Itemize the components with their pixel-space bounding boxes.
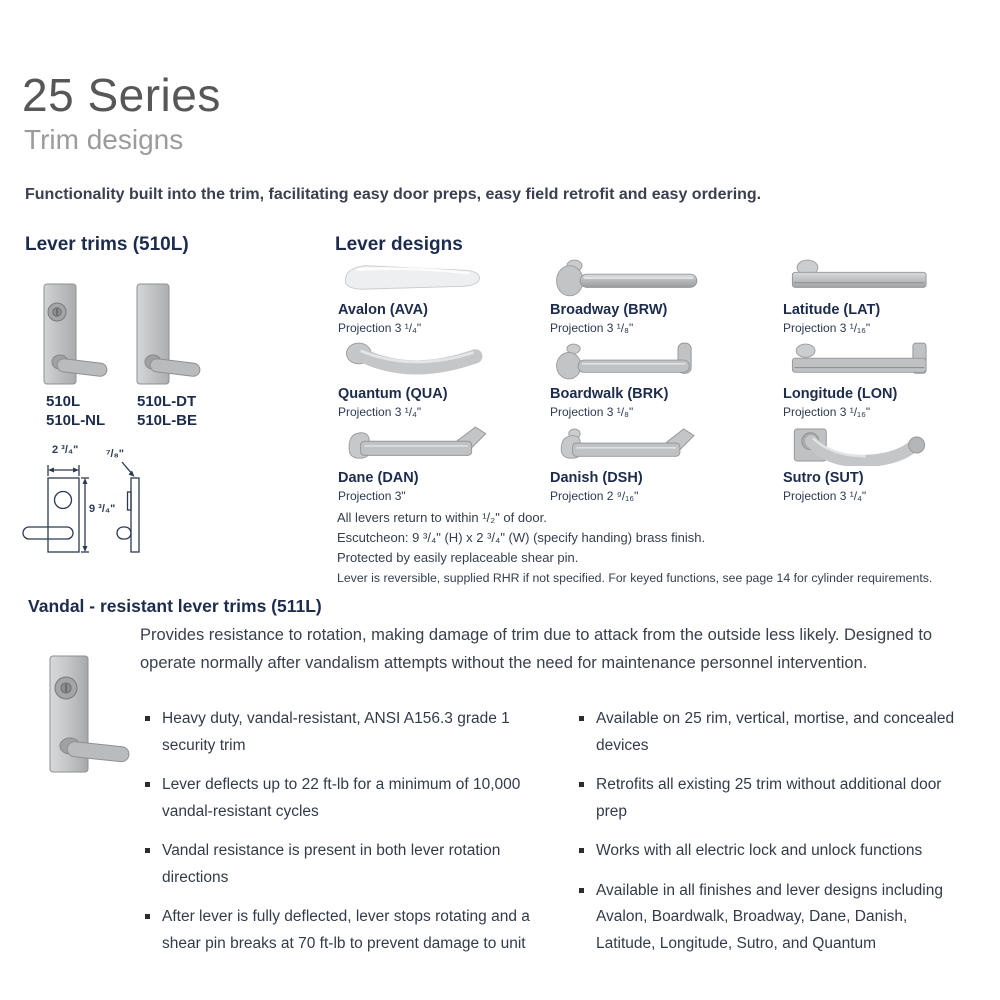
bullet-item: Lever deflects up to 22 ft-lb for a minimum of 10,000 vandal-resistant cycles bbox=[162, 772, 562, 825]
danish-lever-image bbox=[550, 420, 755, 466]
lever-name: Sutro (SUT) bbox=[783, 470, 864, 486]
lever-card-quantum bbox=[338, 336, 543, 419]
boardwalk-lever-image bbox=[550, 336, 755, 382]
plate2-label-1: 510L-DT bbox=[137, 393, 197, 410]
lever-card-boardwalk bbox=[550, 336, 755, 419]
lever-projection: Projection 2 ⁹/₁₆" bbox=[550, 489, 639, 503]
lever-card-latitude bbox=[783, 252, 988, 335]
note-line: Lever is reversible, supplied RHR if not specified. For keyed functions, see page 14 for cylinder requirements. bbox=[337, 571, 933, 585]
bullet-item: Works with all electric lock and unlock functions bbox=[596, 838, 971, 865]
lever-projection: Projection 3 ¹/₁₆" bbox=[783, 405, 871, 419]
plate1-label-1: 510L bbox=[46, 393, 81, 410]
vandal-heading: Vandal - resistant lever trims (511L) bbox=[28, 596, 322, 616]
note-line: Protected by easily replaceable shear pin. bbox=[337, 550, 579, 565]
latitude-lever-image bbox=[783, 252, 988, 298]
dimension-drawing bbox=[18, 444, 233, 580]
lever-card-sutro bbox=[783, 420, 988, 503]
note-line: Escutcheon: 9 ³/₄" (H) x 2 ³/₄" (W) (specify handing) brass finish. bbox=[337, 530, 706, 545]
escutcheon-511l-image bbox=[42, 650, 152, 798]
lever-designs-notes bbox=[337, 508, 977, 588]
lever-name: Danish (DSH) bbox=[550, 470, 643, 486]
lever-name: Longitude (LON) bbox=[783, 386, 898, 402]
sutro-lever-image bbox=[783, 420, 988, 466]
plate1-label-2: 510L-NL bbox=[46, 412, 106, 429]
lever-card-dane bbox=[338, 420, 543, 503]
lever-projection: Projection 3 ¹/₄" bbox=[338, 321, 422, 335]
dim-thickness-label: ⁷/₈" bbox=[106, 448, 124, 460]
lever-trims-heading: Lever trims (510L) bbox=[25, 234, 189, 255]
note-line: All levers return to within ¹/₂" of door. bbox=[337, 510, 547, 525]
avalon-lever-image bbox=[338, 252, 543, 298]
dim-width-label: 2 ³/₄" bbox=[52, 444, 79, 456]
escutcheon-510l-dt-image bbox=[133, 282, 243, 392]
lever-name: Dane (DAN) bbox=[338, 470, 419, 486]
dim-height-label: 9 ³/₄" bbox=[89, 503, 116, 515]
vandal-bullets-left bbox=[162, 706, 562, 970]
lever-name: Latitude (LAT) bbox=[783, 302, 881, 318]
bullet-item: Vandal resistance is present in both lever rotation directions bbox=[162, 838, 562, 891]
bullet-item: After lever is fully deflected, lever stops rotating and a shear pin breaks at 70 ft-lb to prevent damage to unit bbox=[162, 904, 562, 957]
lever-card-avalon bbox=[338, 252, 543, 335]
lever-projection: Projection 3 ¹/₄" bbox=[783, 489, 867, 503]
lever-card-broadway bbox=[550, 252, 755, 335]
longitude-lever-image bbox=[783, 336, 988, 382]
page-title: 25 Series bbox=[22, 69, 221, 121]
bullet-item: Available in all finishes and lever designs including Avalon, Boardwalk, Broadway, Dane, Danish, Latitude, Longitude, Sutro, and Quantum bbox=[596, 878, 971, 958]
lever-name: Quantum (QUA) bbox=[338, 386, 448, 402]
quantum-lever-image bbox=[338, 336, 543, 382]
lever-projection: Projection 3 ¹/₈" bbox=[550, 405, 634, 419]
intro-text: Functionality built into the trim, facilitating easy door preps, easy field retrofit and easy ordering. bbox=[25, 186, 762, 203]
lever-projection: Projection 3 ¹/₈" bbox=[550, 321, 634, 335]
lever-card-longitude bbox=[783, 336, 988, 419]
bullet-item: Available on 25 rim, vertical, mortise, and concealed devices bbox=[596, 706, 971, 759]
bullet-item: Heavy duty, vandal-resistant, ANSI A156.3 grade 1 security trim bbox=[162, 706, 562, 759]
page-subtitle: Trim designs bbox=[24, 124, 184, 155]
lever-name: Avalon (AVA) bbox=[338, 302, 428, 318]
dane-lever-image bbox=[338, 420, 543, 466]
lever-name: Boardwalk (BRK) bbox=[550, 386, 669, 402]
bullet-item: Retrofits all existing 25 trim without additional door prep bbox=[596, 772, 971, 825]
lever-name: Broadway (BRW) bbox=[550, 302, 668, 318]
lever-designs-heading: Lever designs bbox=[335, 234, 463, 255]
lever-card-danish bbox=[550, 420, 755, 503]
lever-projection: Projection 3 ¹/₁₆" bbox=[783, 321, 871, 335]
lever-projection: Projection 3 ¹/₄" bbox=[338, 405, 422, 419]
broadway-lever-image bbox=[550, 252, 755, 298]
plate2-label-2: 510L-BE bbox=[137, 412, 198, 429]
lever-projection: Projection 3" bbox=[338, 489, 406, 503]
vandal-description: Provides resistance to rotation, making damage of trim due to attack from the outside less likely. Designed to operate normally after vandalism attempts without the need for maintenance personnel intervention. bbox=[140, 626, 933, 672]
vandal-bullets-right bbox=[596, 706, 971, 970]
